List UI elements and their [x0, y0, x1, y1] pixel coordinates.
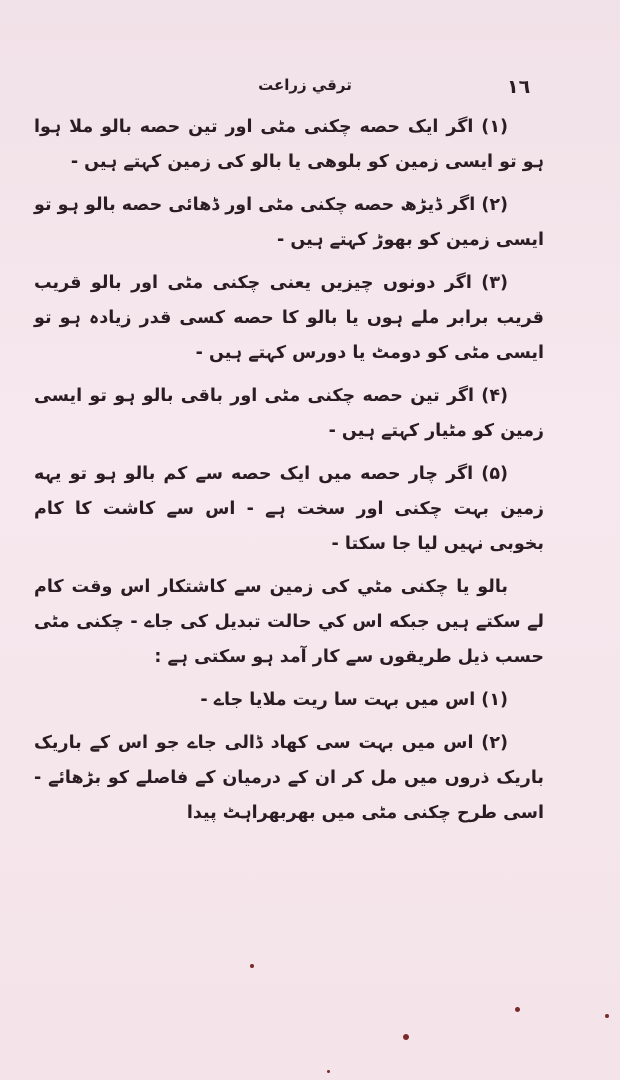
page-number: ۱٦ — [507, 76, 531, 98]
paragraph-5: (۵) اگر چار حصه میں ایک حصه سے کم بالو ہو تو یہه زمین بہت چکنی اور سخت ہے - اس سے کاشت کا کام بخوبی نہیں لیا جا سکتا - — [34, 464, 544, 554]
running-title: ترقي زراعت — [258, 76, 352, 94]
paragraph-7: (۱) اس میں بہت سا ریت ملایا جاے - — [200, 690, 508, 710]
paragraph-6: بالو یا چکنی مٹي کی زمین سے کاشتکار اس وقت کام لے سکتے ہیں جبکه اس کي حالت تبدیل کی جاے - چکنی مٹی حسب ذیل طریقوں سے کار آمد ہو سکتی ہے : — [34, 577, 544, 667]
paragraph-2: (۲) اگر ڈیڑھ حصه چکنی مٹی اور ڈھائی حصه بالو ہو تو ایسی زمین کو بھوڑ کہتے ہیں - — [34, 195, 544, 250]
ink-speck — [403, 1034, 409, 1040]
body-text — [34, 110, 544, 839]
ink-speck — [605, 1014, 609, 1018]
paragraph-8: (۲) اس میں بہت سی کھاد ڈالی جاے جو اس کے باریک باریک ذروں میں مل کر ان کے درمیان کے فاصلے کو بڑھائے - اسی طرح چکنی مٹی میں بھربھراہٹ پیدا — [34, 733, 544, 823]
ink-speck — [515, 1007, 520, 1012]
page-header — [0, 76, 620, 104]
paragraph-3: (۳) اگر دونوں چیزیں یعنی چکنی مٹی اور بالو قریب قریب برابر ملے ہوں یا بالو کا حصه کسی قدر زیادہ ہو تو ایسی مٹی کو دومٹ یا دورس کہتے ہیں - — [34, 273, 544, 363]
ink-speck — [327, 1070, 330, 1073]
paragraph-4: (۴) اگر تین حصه چکنی مٹی اور باقی بالو ہو تو ایسی زمین کو مٹیار کہتے ہیں - — [34, 386, 544, 441]
ink-speck — [250, 964, 254, 968]
paragraph-1: (۱) اگر ایک حصه چکنی مٹی اور تین حصه بالو ملا ہوا ہو تو ایسی زمین کو بلوھی یا بالو کی زمین کہتے ہیں - — [34, 117, 544, 172]
